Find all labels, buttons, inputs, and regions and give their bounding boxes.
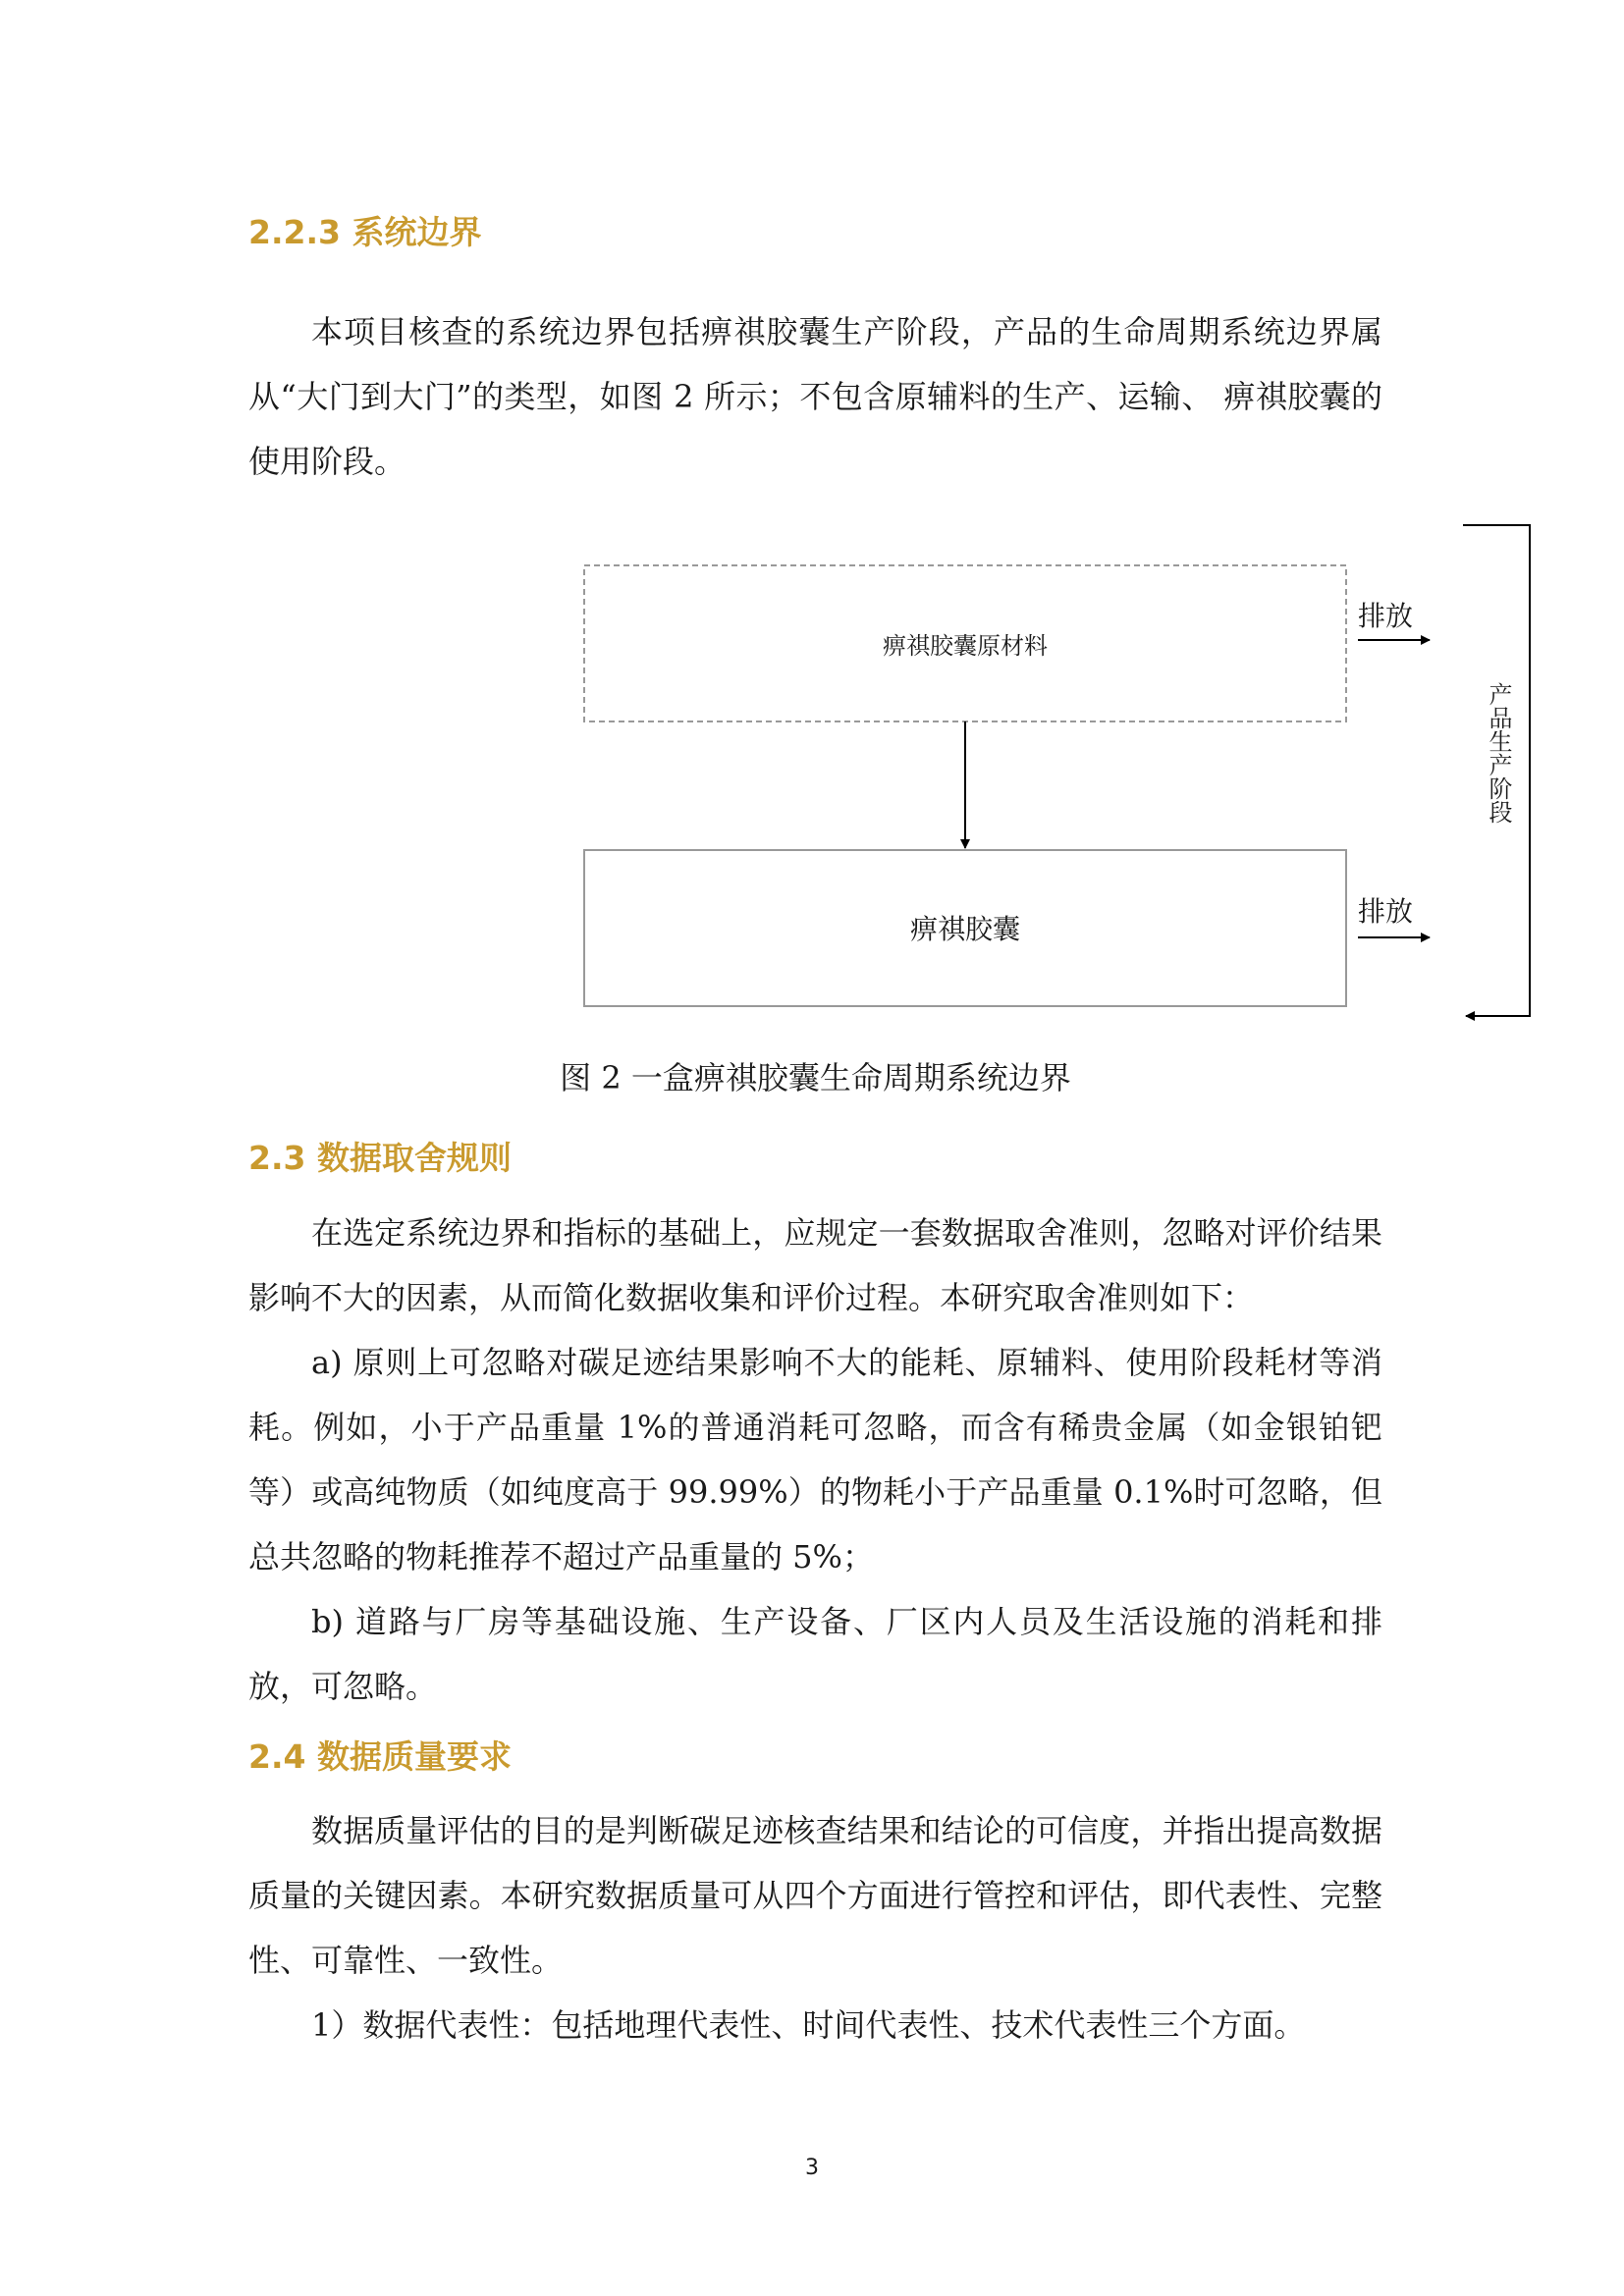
paragraph-representativeness: 1）数据代表性：包括地理代表性、时间代表性、技术代表性三个方面。 — [311, 2006, 1306, 2044]
emission-label-1: 排放 — [1358, 600, 1414, 632]
emission-label-2: 排放 — [1358, 895, 1414, 928]
paragraph-data-quality: 数据质量评估的目的是判断碳足迹核查结果和结论的可信度，并指出提高数据质量的关键因素。本研究数据质量可从四个方面进行管控和评估，即代表性、完整性、可靠性、一致性。 — [248, 1812, 1382, 1979]
heading-2-3: 2.3 数据取舍规则 — [248, 1139, 512, 1177]
paragraph-system-boundary: 本项目核查的系统边界包括痹祺胶囊生产阶段，产品的生命周期系统边界属从“大门到大门”的类型，如图 2 所示；不包含原辅料的生产、运输、 痹祺胶囊的使用阶段。 — [248, 313, 1382, 480]
product-label: 痹祺胶囊 — [909, 913, 1021, 945]
heading-2-4: 2.4 数据质量要求 — [248, 1737, 512, 1776]
heading-2-2-3: 2.2.3 系统边界 — [248, 213, 482, 251]
paragraph-cutoff-intro: 在选定系统边界和指标的基础上，应规定一套数据取舍准则，忽略对评价结果影响不大的因素，从而简化数据收集和评价过程。本研究取舍准则如下： — [248, 1214, 1382, 1316]
paragraph-cutoff-a: a) 原则上可忽略对碳足迹结果影响不大的能耗、原辅料、使用阶段耗材等消耗。例如，小于产品重量 1%的普通消耗可忽略，而含有稀贵金属（如金银铂钯等）或高纯物质（如纯度高于 99.99%）的物耗小于产品重量 0.1%时可忽略，但总共忽略的物耗推荐不超过产品重量的 5%； — [248, 1344, 1382, 1575]
system-boundary-diagram — [572, 515, 1554, 1036]
page-number: 3 — [805, 2156, 819, 2180]
paragraph-cutoff-b: b) 道路与厂房等基础设施、生产设备、厂区内人员及生活设施的消耗和排放，可忽略。 — [248, 1603, 1382, 1705]
raw-material-label: 痹祺胶囊原材料 — [883, 632, 1048, 660]
figure-caption: 图 2 一盒痹祺胶囊生命周期系统边界 — [560, 1059, 1071, 1096]
production-stage-label: 产品生产阶段 — [1485, 682, 1512, 824]
